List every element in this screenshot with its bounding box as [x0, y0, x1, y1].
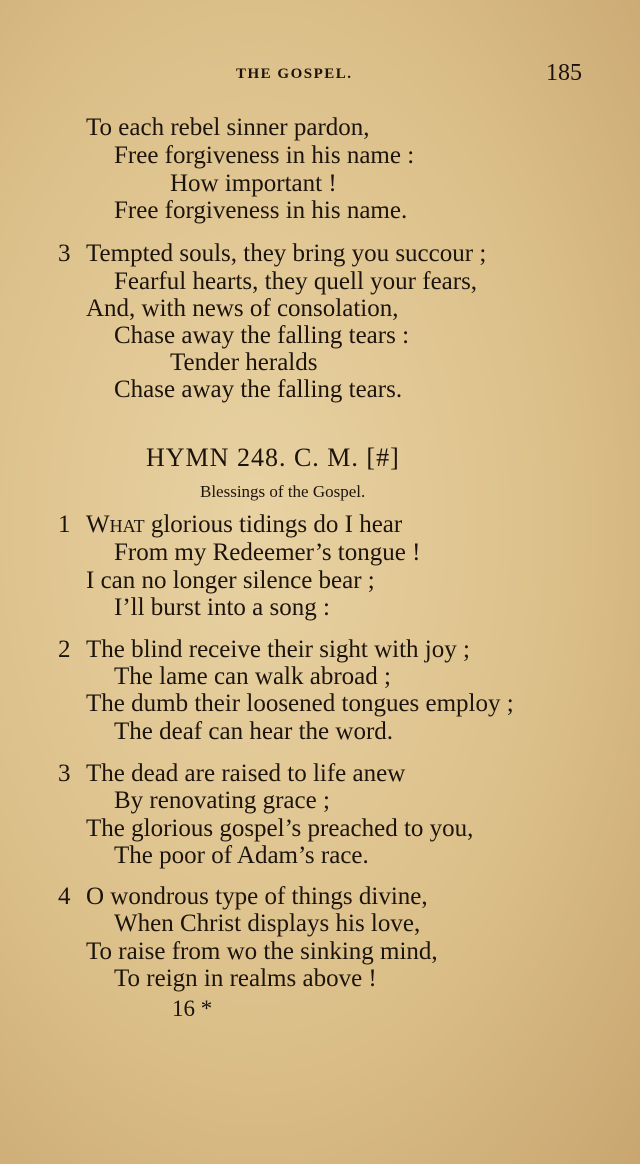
first-word: What	[86, 511, 145, 538]
verse-line: Tempted souls, they bring you succour ;	[86, 240, 487, 267]
verse-line: Tender heralds	[170, 349, 318, 376]
verse-line: The blind receive their sight with joy ;	[86, 636, 470, 663]
verse-line: Free forgiveness in his name :	[114, 142, 415, 169]
verse-line: The deaf can hear the word.	[114, 718, 394, 745]
stanza-number: 3	[58, 760, 71, 787]
verse-line: The lame can walk abroad ;	[114, 663, 391, 690]
verse-line: The poor of Adam’s race.	[114, 842, 369, 869]
verse-line: I’ll burst into a song :	[114, 594, 330, 621]
verse-line: How important !	[170, 170, 337, 197]
page-header	[0, 60, 640, 90]
verse-line: I can no longer silence bear ;	[86, 567, 375, 594]
signature-mark: 16 *	[172, 996, 213, 1021]
verse-line: Fearful hearts, they quell your fears,	[114, 268, 478, 295]
verse-line: Free forgiveness in his name.	[114, 197, 408, 224]
verse-line: From my Redeemer’s tongue !	[114, 539, 421, 566]
stanza-number: 3	[58, 240, 71, 267]
verse-line: To reign in realms above !	[114, 965, 377, 992]
verse-line-rest: glorious tidings do I hear	[144, 511, 403, 538]
verse-line: To raise from wo the sinking mind,	[86, 938, 438, 965]
verse-line: And, with news of consolation,	[86, 295, 399, 322]
hymn-title: HYMN 248. C. M. [#]	[146, 443, 400, 472]
page-number: 185	[546, 60, 582, 86]
stanza-number: 1	[58, 511, 71, 538]
running-title: THE GOSPEL.	[236, 66, 353, 82]
verse-line: The dead are raised to life anew	[86, 760, 406, 787]
verse-line: To each rebel sinner pardon,	[86, 114, 370, 141]
verse-line: The dumb their loosened tongues employ ;	[86, 690, 514, 717]
verse-line: Chase away the falling tears.	[114, 376, 403, 403]
verse-line: When Christ displays his love,	[114, 910, 421, 937]
verse-line: By renovating grace ;	[114, 787, 330, 814]
stanza-number: 4	[58, 883, 71, 910]
verse-line: Chase away the falling tears :	[114, 322, 410, 349]
verse-line	[86, 511, 402, 539]
verse-line: The glorious gospel’s preached to you,	[86, 815, 474, 842]
stanza-number: 2	[58, 636, 71, 663]
verse-line: O wondrous type of things divine,	[86, 883, 428, 910]
hymn-subtitle: Blessings of the Gospel.	[200, 482, 366, 501]
